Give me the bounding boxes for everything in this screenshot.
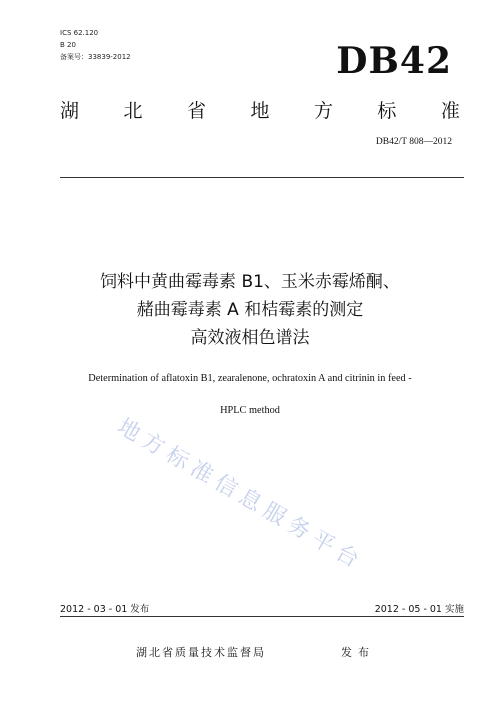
standard-type-char: 湖 xyxy=(60,100,80,122)
standard-number: DB42/T 808—2012 xyxy=(375,137,452,147)
standard-type-char: 方 xyxy=(313,100,333,122)
implementation-date: 2012 - 05 - 01 实施 xyxy=(374,604,464,615)
standard-type-char: 标 xyxy=(377,100,397,122)
watermark-text: 地方标准信息服务平台 xyxy=(113,414,369,576)
standard-type-char: 准 xyxy=(440,100,460,122)
issue-date: 2012 - 03 - 01 发布 xyxy=(60,604,150,615)
ics-code: ICS 62.120 xyxy=(60,29,99,37)
issue-action: 发布 xyxy=(341,646,375,659)
standard-type-char: 地 xyxy=(250,100,270,122)
classification-code: B 20 xyxy=(60,41,76,49)
standard-type-char: 省 xyxy=(186,100,206,122)
record-number: 备案号：33839-2012 xyxy=(60,53,131,61)
standard-brand-mark: DB42 xyxy=(336,40,452,82)
header-divider xyxy=(60,177,464,178)
footer-divider xyxy=(60,616,464,617)
title-cn-line-3: 高效液相色谱法 xyxy=(190,328,310,348)
standard-type-title xyxy=(60,96,460,123)
title-en-line-2: HPLC method xyxy=(220,405,280,416)
title-cn-line-1: 饲料中黄曲霉毒素 B1、玉米赤霉烯酮、 xyxy=(100,272,400,292)
standard-type-char: 北 xyxy=(123,100,143,122)
issuing-authority: 湖北省质量技术监督局 xyxy=(136,646,266,659)
title-en-line-1: Determination of aflatoxin B1, zearalenone, ochratoxin A and citrinin in feed - xyxy=(88,373,412,384)
title-cn-line-2: 赭曲霉毒素 A 和桔霉素的测定 xyxy=(136,300,364,320)
